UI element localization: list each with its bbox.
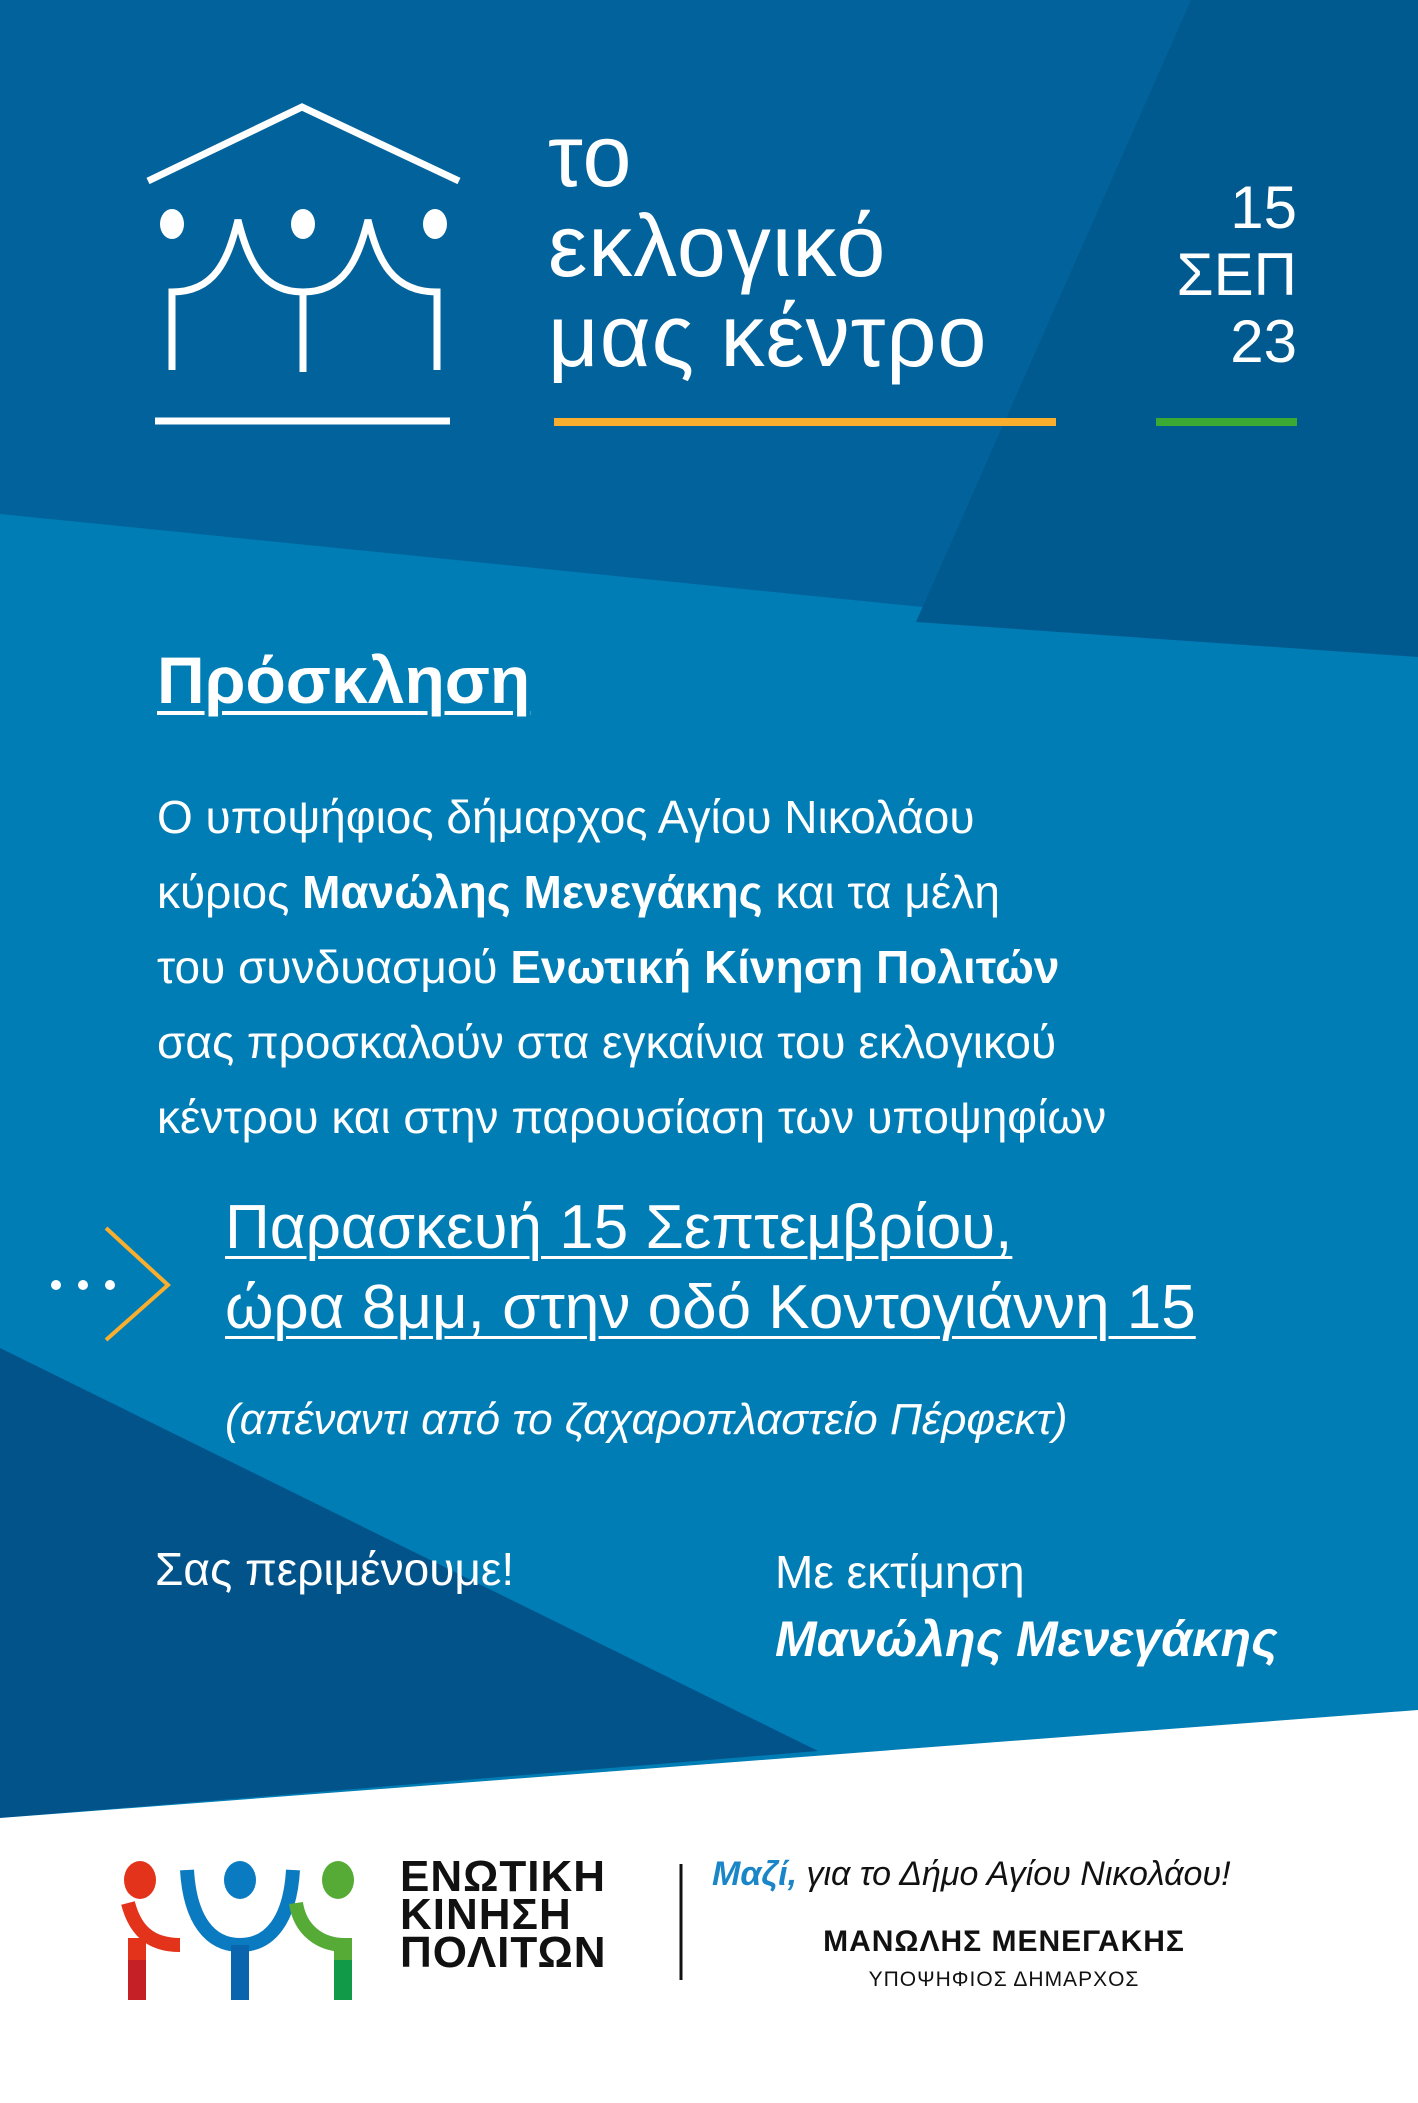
- invitation-body: [157, 780, 1106, 1155]
- date-month: ΣΕΠ: [1176, 241, 1297, 308]
- closing-text: Σας περιμένουμε!: [155, 1543, 515, 1595]
- signature: Μανώλης Μενεγάκης: [775, 1611, 1278, 1667]
- party-name-bold: Ενωτική Κίνηση Πολιτών: [510, 941, 1060, 993]
- candidate-role: ΥΠΟΨΗΦΙΟΣ ΔΗΜΑΡΧΟΣ: [868, 1968, 1140, 1991]
- body-line-5: κέντρου και στην παρουσίαση των υποψηφίων: [157, 1091, 1107, 1143]
- body-line-1: Ο υποψήφιος δήμαρχος Αγίου Νικολάου: [157, 791, 975, 843]
- text: κύριος: [157, 866, 303, 918]
- tagline-rest: για το Δήμο Αγίου Νικολάου!: [797, 1855, 1231, 1893]
- party-name: [400, 1852, 607, 1977]
- title-line-2: εκλογικό: [548, 196, 887, 295]
- body-line-2: [157, 855, 1106, 930]
- location-note: (απέναντι από το ζαχαροπλαστείο Πέρφεκτ): [225, 1395, 1068, 1444]
- party-line-2: ΚΙΝΗΣΗ: [400, 1890, 572, 1939]
- event-time-place: ώρα 8μμ, στην οδό Κοντογιάννη 15: [225, 1273, 1196, 1342]
- event-date: Παρασκευή 15 Σεπτεμβρίου,: [225, 1193, 1013, 1262]
- regards-text: Με εκτίμηση: [775, 1546, 1025, 1598]
- text: του συνδυασμού: [157, 941, 511, 993]
- tagline: [712, 1855, 1231, 1894]
- candidate-name: ΜΑΝΩΛΗΣ ΜΕΝΕΓΑΚΗΣ: [823, 1925, 1185, 1958]
- party-line-1: ΕΝΩΤΙΚΗ: [400, 1852, 607, 1901]
- title-line-3: μας κέντρο: [548, 286, 988, 385]
- body-line-4: σας προσκαλούν στα εγκαίνια του εκλογικού: [157, 1016, 1057, 1068]
- date-year: 23: [1230, 308, 1297, 375]
- yellow-underline: [554, 418, 1056, 426]
- date-day: 15: [1230, 174, 1297, 241]
- body-line-3: [157, 930, 1106, 1005]
- party-line-3: ΠΟΛΙΤΩΝ: [400, 1928, 607, 1977]
- text: και τα μέλη: [762, 866, 1000, 918]
- candidate-name-bold: Μανώλης Μενεγάκης: [302, 866, 763, 918]
- green-underline: [1156, 418, 1297, 426]
- invitation-heading: Πρόσκληση: [157, 643, 531, 717]
- tagline-highlight: Μαζί,: [712, 1855, 798, 1893]
- title-line-1: το: [548, 106, 633, 205]
